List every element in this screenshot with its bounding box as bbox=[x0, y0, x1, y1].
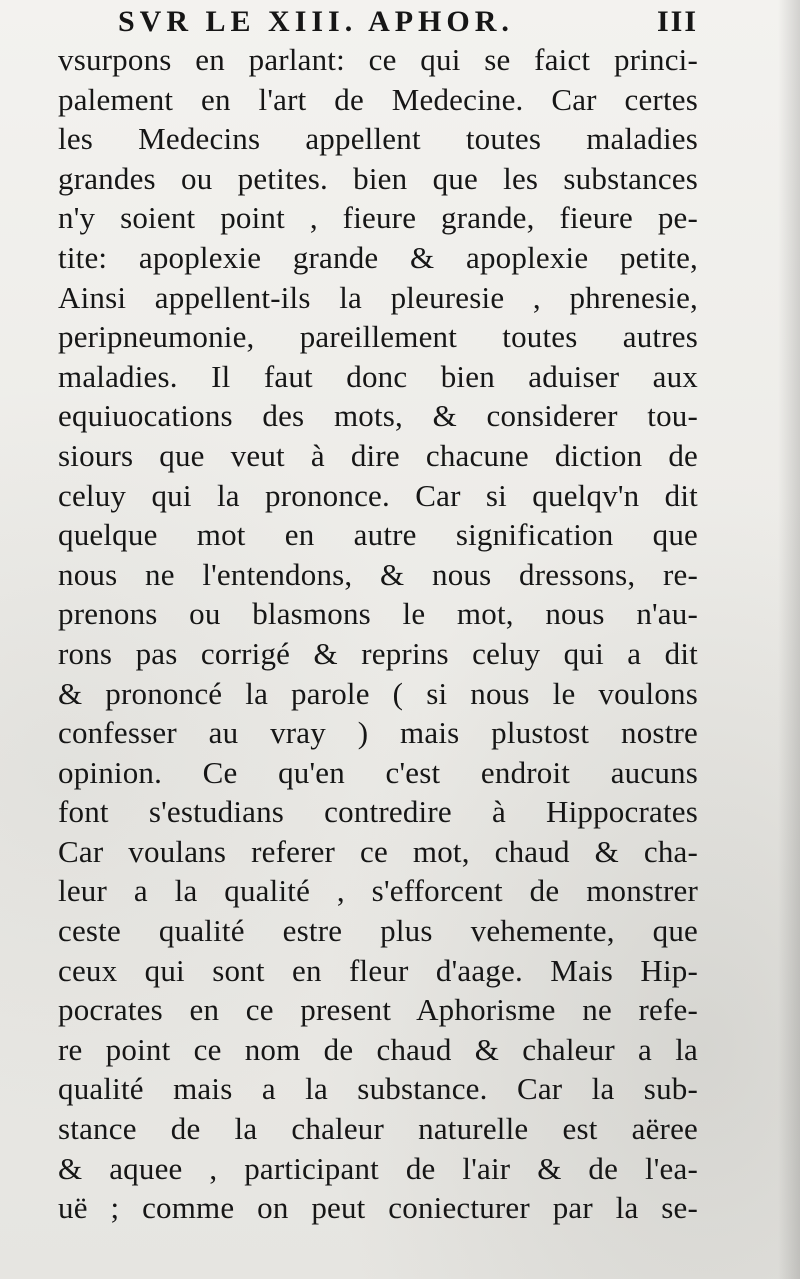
page-edge-shadow bbox=[778, 0, 800, 1279]
text-line: ceux qui sont en fleur d'aage. Mais Hip- bbox=[58, 952, 698, 988]
text-line: grandes ou petites. bien que les substances bbox=[58, 160, 698, 196]
text-line: quelque mot en autre signification que bbox=[58, 517, 698, 553]
text-line: les Medecins appellent toutes maladies bbox=[58, 121, 698, 157]
text-line: maladies. Il faut donc bien aduiser aux bbox=[58, 358, 698, 394]
text-line: ceste qualité estre plus vehemente, que bbox=[58, 913, 698, 949]
text-line: & aquee , participant de l'air & de l'ea- bbox=[58, 1150, 698, 1186]
running-head-title: SVR LE XIII. APHOR. bbox=[118, 5, 514, 38]
text-line: qualité mais a la substance. Car la sub- bbox=[58, 1071, 698, 1107]
text-line: n'y soient point , fieure grande, fieure pe- bbox=[58, 200, 698, 236]
text-line: font s'estudians contredire à Hippocrates bbox=[58, 794, 698, 830]
text-line: pocrates en ce present Aphorisme ne refe- bbox=[58, 992, 698, 1028]
text-line: palement en l'art de Medecine. Car certes bbox=[58, 81, 698, 117]
body-text bbox=[58, 40, 698, 1228]
text-line: equiuocations des mots, & considerer tou- bbox=[58, 398, 698, 434]
text-line: stance de la chaleur naturelle est aëree bbox=[58, 1111, 698, 1147]
text-line: Car voulans referer ce mot, chaud & cha- bbox=[58, 833, 698, 869]
text-line: vsurpons en parlant: ce qui se faict princi- bbox=[58, 42, 698, 77]
page-number: III bbox=[656, 5, 698, 38]
text-line: opinion. Ce qu'en c'est endroit aucuns bbox=[58, 754, 698, 790]
text-line: peripneumonie, pareillement toutes autres bbox=[58, 319, 698, 355]
text-line: prenons ou blasmons le mot, nous n'au- bbox=[58, 596, 698, 632]
text-line: re point ce nom de chaud & chaleur a la bbox=[58, 1031, 698, 1067]
text-line: leur a la qualité , s'efforcent de monstrer bbox=[58, 873, 698, 909]
text-line: uë ; comme on peut coniecturer par la se- bbox=[58, 1190, 698, 1226]
running-head bbox=[118, 4, 698, 40]
text-line: nous ne l'entendons, & nous dressons, re- bbox=[58, 556, 698, 592]
text-line: confesser au vray ) mais plustost nostre bbox=[58, 715, 698, 751]
text-line: & prononcé la parole ( si nous le voulons bbox=[58, 675, 698, 711]
text-line: Ainsi appellent-ils la pleuresie , phrenesie, bbox=[58, 279, 698, 315]
text-line: siours que veut à dire chacune diction de bbox=[58, 437, 698, 473]
text-line: celuy qui la prononce. Car si quelqv'n dit bbox=[58, 477, 698, 513]
text-line: rons pas corrigé & reprins celuy qui a dit bbox=[58, 635, 698, 671]
text-line: tite: apoplexie grande & apoplexie petite, bbox=[58, 239, 698, 275]
